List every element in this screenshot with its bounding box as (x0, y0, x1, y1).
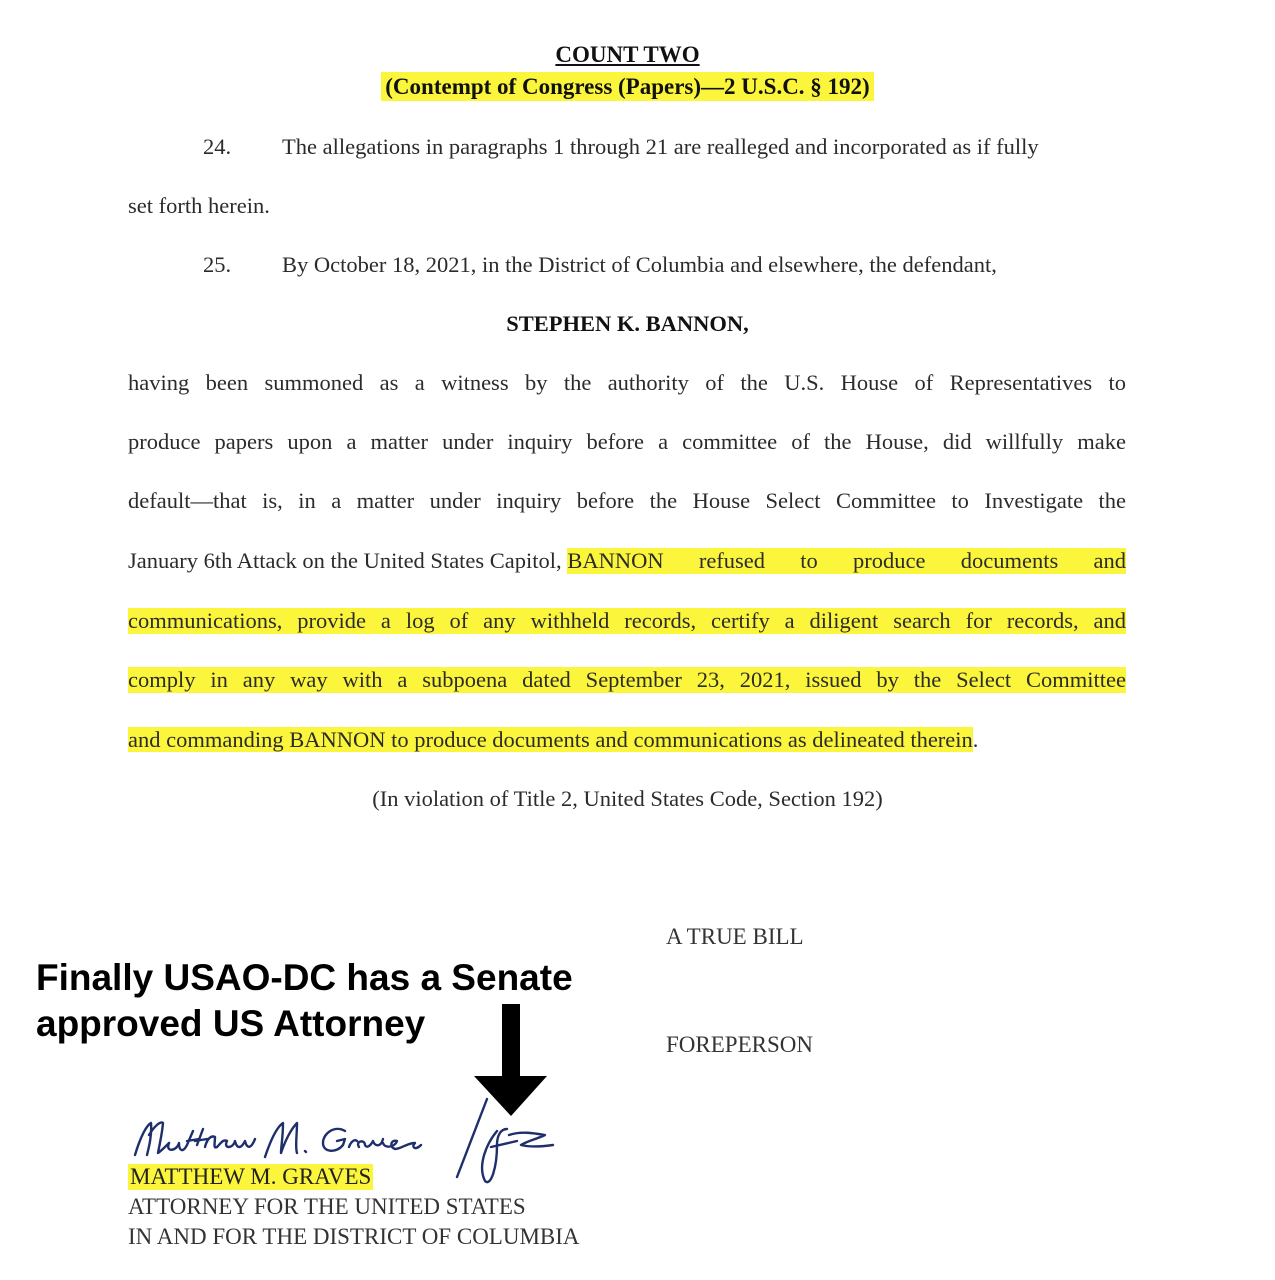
count-subtitle-text: (Contempt of Congress (Papers)—2 U.S.C. § 192) (381, 72, 873, 101)
para-25-line6 (128, 608, 1126, 634)
para-25-line5 (128, 548, 1126, 574)
para-25-line5-plain: January 6th Attack on the United States Capitol, (128, 548, 568, 573)
para-25-line7-highlight: comply in any way with a subpoena dated September 23, 2021, issued by the Select Committee (128, 667, 1126, 692)
para-25-line8-highlight: and commanding BANNON to produce documents and communications as delineated therein (128, 727, 973, 752)
signer-title-2: IN AND FOR THE DISTRICT OF COLUMBIA (128, 1224, 580, 1249)
para-25-line2: having been summoned as a witness by the authority of the U.S. House of Representatives to (128, 370, 1126, 395)
signer-name: MATTHEW M. GRAVES (130, 1164, 372, 1189)
para-25-line3: produce papers upon a matter under inquiry before a committee of the House, did willfully make (128, 429, 1126, 454)
count-title: COUNT TWO (555, 42, 700, 67)
para-24-line2: set forth herein. (128, 193, 270, 218)
foreperson-label: FOREPERSON (666, 1032, 813, 1057)
para-25-line8-end: . (972, 727, 979, 752)
para-25-line1: By October 18, 2021, in the District of Columbia and elsewhere, the defendant, (282, 252, 997, 277)
para-25-line4: default—that is, in a matter under inquiry before the House Select Committee to Investigate the (128, 488, 1126, 513)
para-25-line8 (128, 727, 978, 753)
para-24-line1: The allegations in paragraphs 1 through 21 are realleged and incorporated as if fully (282, 134, 1039, 159)
para-25-number: 25. (203, 252, 232, 277)
para-25-line7 (128, 667, 1126, 693)
annotation-line2: approved US Attorney (36, 1003, 426, 1044)
annotation-line1: Finally USAO-DC has a Senate (36, 957, 573, 998)
signer-title-1: ATTORNEY FOR THE UNITED STATES (128, 1194, 526, 1219)
true-bill-label: A TRUE BILL (666, 924, 804, 949)
para-24-number: 24. (203, 134, 232, 159)
defendant-name: STEPHEN K. BANNON, (506, 311, 749, 336)
para-25-line5-highlight: BANNON refused to produce documents and (567, 548, 1126, 573)
para-25-line6-highlight: communications, provide a log of any withheld records, certify a diligent search for records, and (128, 608, 1126, 633)
violation-citation: (In violation of Title 2, United States Code, Section 192) (372, 786, 883, 811)
count-subtitle (0, 74, 1255, 100)
